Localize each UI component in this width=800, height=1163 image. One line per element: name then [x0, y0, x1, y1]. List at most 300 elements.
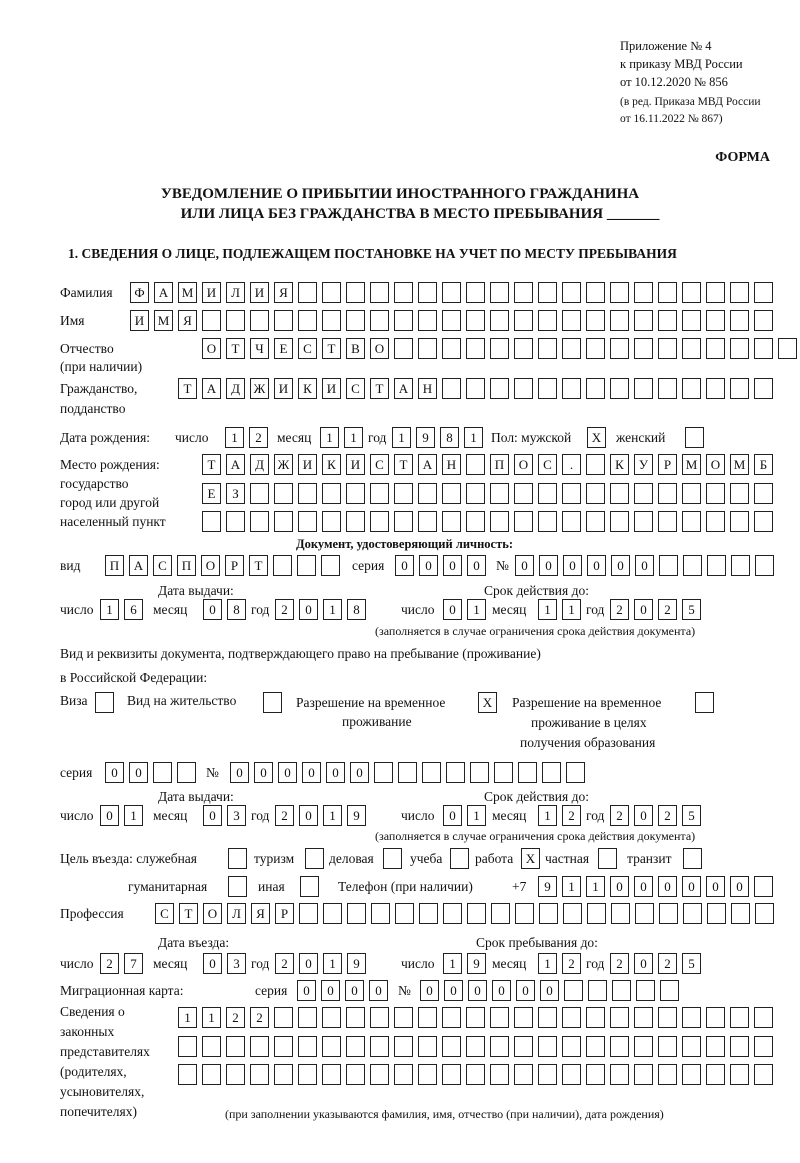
char-cell[interactable] [562, 1036, 581, 1057]
char-cell[interactable]: И [130, 310, 149, 331]
char-cell[interactable]: И [346, 454, 365, 475]
char-cell[interactable]: 2 [275, 599, 294, 620]
char-cell[interactable]: Н [442, 454, 461, 475]
char-cell[interactable] [634, 310, 653, 331]
char-cell[interactable] [370, 282, 389, 303]
char-cell[interactable]: 0 [634, 876, 653, 897]
char-cell[interactable]: 0 [468, 980, 487, 1001]
char-cell[interactable] [490, 338, 509, 359]
char-cell[interactable]: М [682, 454, 701, 475]
char-cell[interactable] [562, 1007, 581, 1028]
char-cell[interactable] [730, 378, 749, 399]
char-cell[interactable] [636, 980, 655, 1001]
char-cell[interactable]: . [562, 454, 581, 475]
char-cell[interactable] [754, 876, 773, 897]
char-cell[interactable]: Б [754, 454, 773, 475]
char-cell[interactable] [538, 282, 557, 303]
char-cell[interactable] [442, 1064, 461, 1085]
char-cell[interactable] [706, 1036, 725, 1057]
char-cell[interactable] [634, 483, 653, 504]
char-cell[interactable]: Ж [250, 378, 269, 399]
char-cell[interactable]: 1 [464, 427, 483, 448]
char-cell[interactable]: 5 [682, 599, 701, 620]
char-cell[interactable]: И [202, 282, 221, 303]
char-cell[interactable] [299, 903, 318, 924]
char-cell[interactable]: 0 [443, 805, 462, 826]
char-cell[interactable]: П [177, 555, 196, 576]
char-cell[interactable] [682, 1064, 701, 1085]
char-cell[interactable] [538, 1064, 557, 1085]
char-cell[interactable] [610, 1007, 629, 1028]
purpose-other-checkbox[interactable] [300, 876, 319, 897]
char-cell[interactable] [707, 555, 726, 576]
char-cell[interactable]: Т [370, 378, 389, 399]
char-cell[interactable]: 7 [124, 953, 143, 974]
char-cell[interactable]: 2 [610, 805, 629, 826]
char-cell[interactable] [490, 378, 509, 399]
char-cell[interactable]: 0 [299, 599, 318, 620]
char-cell[interactable] [754, 511, 773, 532]
char-cell[interactable]: 1 [320, 427, 339, 448]
char-cell[interactable]: Я [251, 903, 270, 924]
char-cell[interactable] [395, 903, 414, 924]
char-cell[interactable]: И [298, 454, 317, 475]
char-cell[interactable]: О [201, 555, 220, 576]
char-cell[interactable] [347, 903, 366, 924]
char-cell[interactable] [658, 1007, 677, 1028]
char-cell[interactable]: 2 [562, 953, 581, 974]
char-cell[interactable] [298, 1064, 317, 1085]
char-cell[interactable] [202, 310, 221, 331]
char-cell[interactable] [418, 338, 437, 359]
char-cell[interactable] [418, 1064, 437, 1085]
char-cell[interactable] [730, 338, 749, 359]
char-cell[interactable]: 0 [682, 876, 701, 897]
sex-male-checkbox[interactable]: X [587, 427, 606, 448]
char-cell[interactable] [442, 282, 461, 303]
char-cell[interactable] [706, 483, 725, 504]
char-cell[interactable] [518, 762, 537, 783]
char-cell[interactable] [491, 903, 510, 924]
char-cell[interactable] [466, 483, 485, 504]
char-cell[interactable]: С [346, 378, 365, 399]
char-cell[interactable] [346, 1007, 365, 1028]
char-cell[interactable] [371, 903, 390, 924]
purpose-official-checkbox[interactable] [228, 848, 247, 869]
char-cell[interactable] [442, 378, 461, 399]
char-cell[interactable] [274, 511, 293, 532]
char-cell[interactable]: 2 [658, 599, 677, 620]
char-cell[interactable] [178, 1064, 197, 1085]
char-cell[interactable]: 6 [124, 599, 143, 620]
char-cell[interactable] [562, 378, 581, 399]
char-cell[interactable]: 1 [392, 427, 411, 448]
char-cell[interactable] [370, 483, 389, 504]
char-cell[interactable] [250, 310, 269, 331]
purpose-transit-checkbox[interactable] [683, 848, 702, 869]
char-cell[interactable]: 0 [540, 980, 559, 1001]
char-cell[interactable] [683, 555, 702, 576]
char-cell[interactable]: 2 [249, 427, 268, 448]
char-cell[interactable] [250, 1064, 269, 1085]
char-cell[interactable]: 0 [203, 953, 222, 974]
char-cell[interactable]: 0 [539, 555, 558, 576]
char-cell[interactable] [466, 282, 485, 303]
char-cell[interactable]: Т [202, 454, 221, 475]
char-cell[interactable]: Е [202, 483, 221, 504]
char-cell[interactable] [587, 903, 606, 924]
char-cell[interactable]: 0 [129, 762, 148, 783]
char-cell[interactable] [562, 282, 581, 303]
char-cell[interactable]: Т [394, 454, 413, 475]
char-cell[interactable] [202, 1036, 221, 1057]
char-cell[interactable]: 5 [682, 953, 701, 974]
char-cell[interactable]: Т [322, 338, 341, 359]
char-cell[interactable] [394, 511, 413, 532]
char-cell[interactable] [322, 282, 341, 303]
char-cell[interactable] [538, 511, 557, 532]
char-cell[interactable] [250, 483, 269, 504]
char-cell[interactable] [153, 762, 172, 783]
char-cell[interactable] [322, 1036, 341, 1057]
char-cell[interactable]: 0 [492, 980, 511, 1001]
char-cell[interactable]: 1 [562, 876, 581, 897]
char-cell[interactable]: 9 [347, 805, 366, 826]
sex-female-checkbox[interactable] [685, 427, 704, 448]
char-cell[interactable]: Е [274, 338, 293, 359]
char-cell[interactable]: Ф [130, 282, 149, 303]
char-cell[interactable]: 9 [416, 427, 435, 448]
char-cell[interactable] [755, 903, 774, 924]
char-cell[interactable] [443, 903, 462, 924]
char-cell[interactable]: 0 [350, 762, 369, 783]
char-cell[interactable]: 1 [202, 1007, 221, 1028]
char-cell[interactable]: А [202, 378, 221, 399]
char-cell[interactable]: Д [250, 454, 269, 475]
char-cell[interactable]: 0 [515, 555, 534, 576]
char-cell[interactable]: 2 [658, 805, 677, 826]
char-cell[interactable] [346, 310, 365, 331]
purpose-humanitarian-checkbox[interactable] [228, 876, 247, 897]
char-cell[interactable]: С [298, 338, 317, 359]
char-cell[interactable] [346, 1036, 365, 1057]
char-cell[interactable]: Л [226, 282, 245, 303]
char-cell[interactable] [706, 378, 725, 399]
purpose-business-checkbox[interactable] [383, 848, 402, 869]
edu-residence-checkbox[interactable] [695, 692, 714, 713]
char-cell[interactable]: 2 [562, 805, 581, 826]
char-cell[interactable] [566, 762, 585, 783]
char-cell[interactable]: С [370, 454, 389, 475]
char-cell[interactable]: 3 [227, 953, 246, 974]
char-cell[interactable]: У [634, 454, 653, 475]
char-cell[interactable] [658, 1064, 677, 1085]
char-cell[interactable] [466, 511, 485, 532]
char-cell[interactable]: 1 [344, 427, 363, 448]
char-cell[interactable]: И [274, 378, 293, 399]
char-cell[interactable]: Д [226, 378, 245, 399]
purpose-study-checkbox[interactable] [450, 848, 469, 869]
char-cell[interactable]: 1 [178, 1007, 197, 1028]
char-cell[interactable]: 0 [467, 555, 486, 576]
char-cell[interactable] [754, 338, 773, 359]
char-cell[interactable] [538, 378, 557, 399]
char-cell[interactable] [394, 310, 413, 331]
char-cell[interactable]: 0 [203, 805, 222, 826]
char-cell[interactable]: К [298, 378, 317, 399]
char-cell[interactable]: 2 [250, 1007, 269, 1028]
char-cell[interactable] [466, 1036, 485, 1057]
char-cell[interactable] [659, 555, 678, 576]
char-cell[interactable] [754, 1064, 773, 1085]
char-cell[interactable] [490, 1036, 509, 1057]
char-cell[interactable] [586, 1064, 605, 1085]
char-cell[interactable]: 0 [203, 599, 222, 620]
char-cell[interactable] [588, 980, 607, 1001]
char-cell[interactable] [394, 338, 413, 359]
char-cell[interactable] [202, 1064, 221, 1085]
char-cell[interactable] [730, 310, 749, 331]
char-cell[interactable] [562, 310, 581, 331]
char-cell[interactable] [610, 1064, 629, 1085]
visa-checkbox[interactable] [95, 692, 114, 713]
char-cell[interactable]: 0 [516, 980, 535, 1001]
char-cell[interactable]: Л [227, 903, 246, 924]
char-cell[interactable] [658, 338, 677, 359]
char-cell[interactable] [634, 338, 653, 359]
char-cell[interactable] [418, 310, 437, 331]
char-cell[interactable] [446, 762, 465, 783]
char-cell[interactable]: Н [418, 378, 437, 399]
char-cell[interactable]: 2 [610, 599, 629, 620]
char-cell[interactable] [466, 310, 485, 331]
char-cell[interactable]: Р [225, 555, 244, 576]
char-cell[interactable] [490, 483, 509, 504]
char-cell[interactable] [586, 378, 605, 399]
char-cell[interactable] [658, 378, 677, 399]
char-cell[interactable] [418, 1036, 437, 1057]
char-cell[interactable]: 8 [347, 599, 366, 620]
char-cell[interactable] [754, 310, 773, 331]
char-cell[interactable] [730, 511, 749, 532]
char-cell[interactable]: О [370, 338, 389, 359]
char-cell[interactable]: В [346, 338, 365, 359]
char-cell[interactable] [683, 903, 702, 924]
char-cell[interactable] [778, 338, 797, 359]
char-cell[interactable] [682, 483, 701, 504]
char-cell[interactable] [418, 1007, 437, 1028]
char-cell[interactable] [374, 762, 393, 783]
char-cell[interactable] [274, 1007, 293, 1028]
char-cell[interactable] [298, 511, 317, 532]
char-cell[interactable] [707, 903, 726, 924]
char-cell[interactable] [178, 1036, 197, 1057]
char-cell[interactable] [321, 555, 340, 576]
char-cell[interactable] [682, 511, 701, 532]
char-cell[interactable] [442, 310, 461, 331]
char-cell[interactable]: П [490, 454, 509, 475]
char-cell[interactable]: 0 [443, 599, 462, 620]
char-cell[interactable]: 0 [419, 555, 438, 576]
char-cell[interactable]: 0 [299, 953, 318, 974]
char-cell[interactable] [563, 903, 582, 924]
char-cell[interactable] [346, 483, 365, 504]
char-cell[interactable]: 0 [395, 555, 414, 576]
char-cell[interactable] [466, 1064, 485, 1085]
char-cell[interactable] [754, 1036, 773, 1057]
char-cell[interactable] [754, 483, 773, 504]
char-cell[interactable] [634, 1064, 653, 1085]
char-cell[interactable] [706, 338, 725, 359]
char-cell[interactable] [514, 378, 533, 399]
char-cell[interactable]: З [226, 483, 245, 504]
char-cell[interactable] [394, 1064, 413, 1085]
char-cell[interactable] [586, 282, 605, 303]
char-cell[interactable] [542, 762, 561, 783]
char-cell[interactable]: 2 [100, 953, 119, 974]
char-cell[interactable] [706, 310, 725, 331]
char-cell[interactable] [731, 903, 750, 924]
purpose-private-checkbox[interactable] [598, 848, 617, 869]
char-cell[interactable] [634, 511, 653, 532]
char-cell[interactable]: М [178, 282, 197, 303]
char-cell[interactable]: О [706, 454, 725, 475]
char-cell[interactable]: 3 [227, 805, 246, 826]
char-cell[interactable] [297, 555, 316, 576]
char-cell[interactable] [394, 282, 413, 303]
char-cell[interactable] [514, 310, 533, 331]
char-cell[interactable]: 0 [100, 805, 119, 826]
char-cell[interactable]: 1 [538, 953, 557, 974]
char-cell[interactable] [514, 282, 533, 303]
char-cell[interactable]: 9 [467, 953, 486, 974]
char-cell[interactable]: 0 [635, 555, 654, 576]
char-cell[interactable] [730, 1036, 749, 1057]
char-cell[interactable] [490, 511, 509, 532]
char-cell[interactable] [730, 282, 749, 303]
char-cell[interactable] [323, 903, 342, 924]
char-cell[interactable] [682, 1007, 701, 1028]
char-cell[interactable] [564, 980, 583, 1001]
char-cell[interactable] [611, 903, 630, 924]
char-cell[interactable]: 0 [634, 599, 653, 620]
char-cell[interactable] [514, 483, 533, 504]
char-cell[interactable] [538, 1036, 557, 1057]
char-cell[interactable] [586, 483, 605, 504]
char-cell[interactable] [346, 1064, 365, 1085]
char-cell[interactable]: 1 [586, 876, 605, 897]
char-cell[interactable] [370, 1064, 389, 1085]
char-cell[interactable]: 1 [538, 599, 557, 620]
char-cell[interactable] [538, 1007, 557, 1028]
char-cell[interactable] [394, 1007, 413, 1028]
char-cell[interactable] [419, 903, 438, 924]
char-cell[interactable] [634, 378, 653, 399]
char-cell[interactable]: Т [249, 555, 268, 576]
char-cell[interactable] [514, 1007, 533, 1028]
char-cell[interactable]: 0 [302, 762, 321, 783]
char-cell[interactable] [562, 1064, 581, 1085]
char-cell[interactable]: 8 [440, 427, 459, 448]
char-cell[interactable] [610, 378, 629, 399]
char-cell[interactable]: 1 [443, 953, 462, 974]
char-cell[interactable] [659, 903, 678, 924]
char-cell[interactable] [466, 378, 485, 399]
char-cell[interactable] [370, 310, 389, 331]
char-cell[interactable] [418, 511, 437, 532]
residence-checkbox[interactable] [263, 692, 282, 713]
char-cell[interactable] [682, 378, 701, 399]
char-cell[interactable]: А [154, 282, 173, 303]
char-cell[interactable] [467, 903, 486, 924]
char-cell[interactable]: Т [226, 338, 245, 359]
char-cell[interactable] [298, 483, 317, 504]
char-cell[interactable]: 2 [275, 953, 294, 974]
char-cell[interactable]: 0 [254, 762, 273, 783]
char-cell[interactable] [470, 762, 489, 783]
char-cell[interactable] [634, 282, 653, 303]
char-cell[interactable] [418, 483, 437, 504]
char-cell[interactable]: 1 [100, 599, 119, 620]
char-cell[interactable] [612, 980, 631, 1001]
char-cell[interactable]: Т [178, 378, 197, 399]
char-cell[interactable] [658, 483, 677, 504]
char-cell[interactable] [490, 310, 509, 331]
char-cell[interactable] [346, 282, 365, 303]
char-cell[interactable]: 0 [563, 555, 582, 576]
char-cell[interactable]: К [322, 454, 341, 475]
char-cell[interactable]: 2 [610, 953, 629, 974]
purpose-work-checkbox[interactable]: X [521, 848, 540, 869]
char-cell[interactable] [515, 903, 534, 924]
char-cell[interactable]: 2 [226, 1007, 245, 1028]
char-cell[interactable] [490, 282, 509, 303]
char-cell[interactable]: 1 [124, 805, 143, 826]
char-cell[interactable]: Ч [250, 338, 269, 359]
char-cell[interactable] [658, 1036, 677, 1057]
char-cell[interactable] [634, 1007, 653, 1028]
char-cell[interactable] [442, 1036, 461, 1057]
char-cell[interactable]: 0 [706, 876, 725, 897]
char-cell[interactable] [442, 338, 461, 359]
char-cell[interactable] [586, 511, 605, 532]
char-cell[interactable]: 0 [369, 980, 388, 1001]
char-cell[interactable]: 1 [467, 599, 486, 620]
char-cell[interactable] [490, 1007, 509, 1028]
char-cell[interactable] [422, 762, 441, 783]
char-cell[interactable] [177, 762, 196, 783]
char-cell[interactable] [466, 454, 485, 475]
char-cell[interactable] [682, 282, 701, 303]
char-cell[interactable] [442, 511, 461, 532]
char-cell[interactable]: 0 [634, 805, 653, 826]
char-cell[interactable]: 0 [611, 555, 630, 576]
char-cell[interactable]: 0 [444, 980, 463, 1001]
char-cell[interactable] [658, 511, 677, 532]
char-cell[interactable] [610, 338, 629, 359]
char-cell[interactable]: О [203, 903, 222, 924]
char-cell[interactable]: Р [275, 903, 294, 924]
char-cell[interactable] [250, 1036, 269, 1057]
char-cell[interactable] [562, 511, 581, 532]
char-cell[interactable] [538, 338, 557, 359]
char-cell[interactable] [634, 1036, 653, 1057]
char-cell[interactable] [586, 1036, 605, 1057]
char-cell[interactable]: 0 [230, 762, 249, 783]
char-cell[interactable]: 0 [297, 980, 316, 1001]
char-cell[interactable] [586, 338, 605, 359]
char-cell[interactable] [514, 511, 533, 532]
